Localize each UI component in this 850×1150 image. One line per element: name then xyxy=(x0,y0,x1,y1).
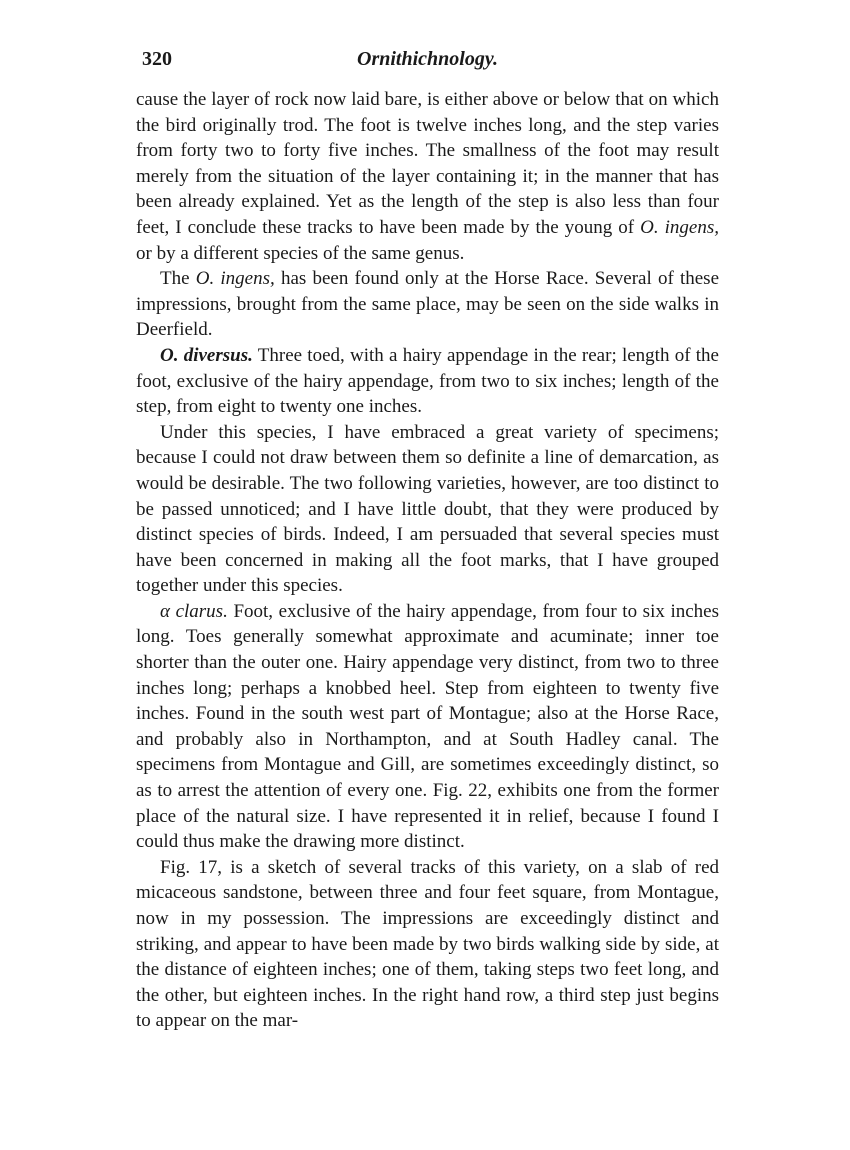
book-page xyxy=(136,40,719,1034)
body-text xyxy=(136,87,719,1034)
paragraph xyxy=(136,343,719,420)
paragraph xyxy=(136,266,719,343)
running-head xyxy=(136,40,719,76)
text-run: cause the layer of rock now laid bare, is either above or below that on which the bird originally trod. The foot is twelve inches long, and the step varies from forty two to forty five inches. The smallness of the foot may result merely from the situation of the layer containing it; in the manner that has been already explained. Yet as the length of the step is also less than four feet, I conclude these tracks to have been made by the young of xyxy=(136,89,719,238)
text-run: Foot, exclusive of the hairy appendage, from four to six inches long. Toes generally somewhat approximate and acuminate; inner toe shorter than the outer one. Hairy appendage very distinct, from two to three inches long; perhaps a knobbed heel. Step from eighteen to twenty five inches. Found in the south west part of Montague; also at the Horse Race, and probably also in Northampton, and at South Hadley canal. The specimens from Montague and Gill, are sometimes exceedingly distinct, so as to arrest the attention of every one. Fig. 22, exhibits one from the former place of the natural size. I have represented it in relief, because I found I could thus make the drawing more distinct. xyxy=(136,600,719,853)
text-run: has been found only at the Horse Race. Several of these impressions, brought from the same place, may be seen on the side walks in Deerfield. xyxy=(136,268,720,341)
text-run: or by a different species of the same genus. xyxy=(136,242,465,264)
italic-term: α clarus. xyxy=(160,600,228,622)
species-heading: O. diversus. xyxy=(160,344,253,366)
paragraph xyxy=(136,855,719,1034)
page-number: 320 xyxy=(142,48,172,70)
text-run: The xyxy=(160,268,196,290)
text-run: Under this species, I have embraced a great variety of specimens; because I could not draw between them so definite a line of demarcation, as would be desirable. The two following varieties, however, are too distinct to be passed unnoticed; and I have little doubt, that they were produced by distinct species of birds. Indeed, I am persuaded that several species must have been concerned in making all the foot marks, that I have grouped together under this species. xyxy=(136,421,719,597)
italic-term: O. ingens, xyxy=(640,216,719,238)
italic-term: O. ingens, xyxy=(195,268,275,290)
text-run: Three toed, with a hairy appendage in the rear; length of the foot, exclusive of the hairy appendage, from two to six inches; length of the step, from eight to twenty one inches. xyxy=(136,344,719,418)
paragraph xyxy=(136,87,719,266)
paragraph xyxy=(136,599,719,855)
paragraph xyxy=(136,420,719,599)
text-run: Fig. 17, is a sketch of several tracks of this variety, on a slab of red micaceous sandstone, between three and four feet square, from Montague, now in my possession. The impressions are exceedingly distinct and striking, and appear to have been made by two birds walking side by side, at the distance of eighteen inches; one of them, taking steps two feet long, and the other, but eighteen inches. In the right hand row, a third step just begins to appear on the mar- xyxy=(136,856,719,1032)
running-title: Ornithichnology. xyxy=(357,48,498,70)
